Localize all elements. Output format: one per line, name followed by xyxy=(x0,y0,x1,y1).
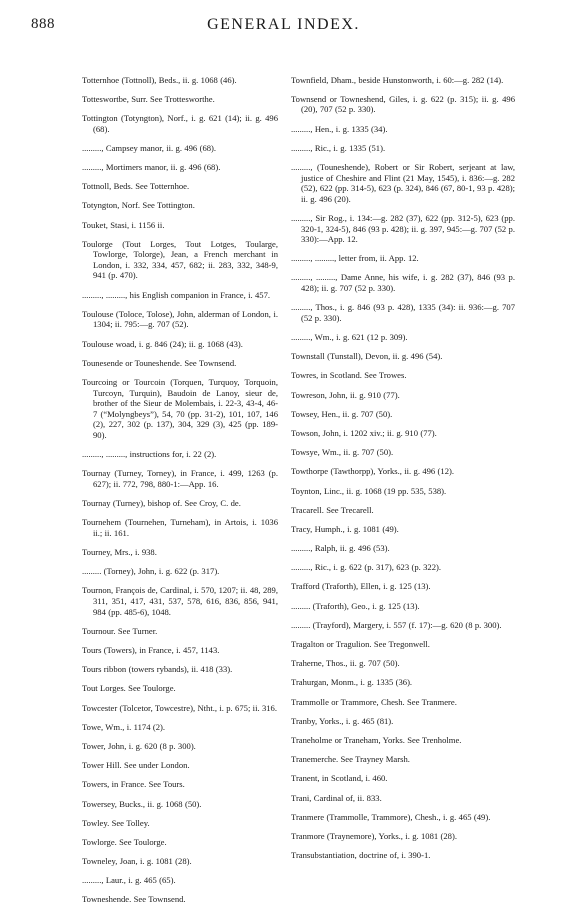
index-entry: Trammolle or Trammore, Chesh. See Tranmere. xyxy=(291,696,457,707)
index-entry: Towneley, Joan, i. g. 1081 (28). xyxy=(82,856,192,867)
index-entry: ........., ........., instructions for, i. 22 (2). xyxy=(82,449,217,460)
index-entry: ........., (Touneshende), Robert or Sir Robert, serjeant at law, justice of Cheshire and Flint (21 May, 1545), i. 836:—g. 282 (52), 622 (pp. 314-5), 623 (p. 324), 846 (67, 80-1, 93 p. 428); ii. g. 496 (20). xyxy=(291,161,515,204)
index-entry: Tourney, Mrs., i. 938. xyxy=(82,547,157,558)
index-entry: Totternhoe (Tottnoll), Beds., ii. g. 1068 (46). xyxy=(82,74,237,85)
index-column-left xyxy=(82,66,278,908)
index-entry: Tottington (Totyngton), Norf., i. g. 621 (14); ii. g. 496 (68). xyxy=(82,112,278,134)
index-entry: Towersey, Bucks., ii. g. 1068 (50). xyxy=(82,798,202,809)
index-entry: ........., Ralph, ii. g. 496 (53). xyxy=(291,543,390,554)
index-entry: ........., Campsey manor, ii. g. 496 (68). xyxy=(82,142,217,153)
index-entry: ........., Thos., i. g. 846 (93 p. 428), 1335 (34): ii. 936:—g. 707 (52 p. 330). xyxy=(291,302,515,323)
index-entry: Toulouse (Toloce, Tolose), John, alderman of London, i. 1304; ii. 795:—g. 707 (52). xyxy=(82,308,278,330)
index-entry: Towsey, Hen., ii. g. 707 (50). xyxy=(291,408,393,419)
index-entry: ........., Wm., i. g. 621 (12 p. 309). xyxy=(291,332,408,343)
index-entry: Townstall (Tunstall), Devon, ii. g. 496 (54). xyxy=(291,351,443,362)
index-entry: Tranent, in Scotland, i. 460. xyxy=(291,773,388,784)
index-entry: Tounesende or Touneshende. See Townsend. xyxy=(82,357,237,368)
index-entry: Traherne, Thos., ii. g. 707 (50). xyxy=(291,658,400,669)
index-entry: Towlorge. See Toulorge. xyxy=(82,836,167,847)
index-entry: Tower, John, i. g. 620 (8 p. 300). xyxy=(82,740,196,751)
index-entry: Towers, in France. See Tours. xyxy=(82,779,185,790)
index-entry: Townfield, Dham., beside Hunstonworth, i. 60:—g. 282 (14). xyxy=(291,74,504,85)
index-entry: Tournay (Turney), bishop of. See Croy, C. de. xyxy=(82,498,241,509)
page-title: GENERAL INDEX. xyxy=(207,16,360,33)
index-entry: ........., ........., Dame Anne, his wife, i. g. 282 (37), 846 (93 p. 428); ii. g. 707 (52 p. 330). xyxy=(291,272,515,294)
index-entry: Tours ribbon (towers rybands), ii. 418 (33). xyxy=(82,664,233,675)
index-entry: Traneholme or Traneham, Yorks. See Trenholme. xyxy=(291,734,462,745)
index-entry: ........., Ric., i. g. 1335 (51). xyxy=(291,142,386,153)
index-entry: ........., ........., his English companion in France, i. 457. xyxy=(82,289,271,300)
index-entry: ........., Sir Rog., i. 134:—g. 282 (37), 622 (pp. 312-5), 623 (pp. 320-1, 324-5), 846 (93 p. 428); ii. g. 397, 945:—g. 707 (52 p. 330):—App. 12. xyxy=(291,212,515,245)
index-entry: ........., ........., letter from, ii. App. 12. xyxy=(291,253,419,264)
index-entry: Tracarell. See Trecarell. xyxy=(291,504,374,515)
index-entry: Towley. See Tolley. xyxy=(82,817,150,828)
index-entry: Toulouse woad, i. g. 846 (24); ii. g. 1068 (43). xyxy=(82,338,243,349)
index-entry: Towthorpe (Tawthorpp), Yorks., ii. g. 496 (12). xyxy=(291,466,455,477)
page-header xyxy=(0,16,567,38)
index-entry: Townsend or Towneshend, Giles, i. g. 622 (p. 315); ii. g. 496 (20), 707 (52 p. 330). xyxy=(291,93,515,115)
index-entry: Transubstantiation, doctrine of, i. 390-1. xyxy=(291,850,431,861)
index-entry: Towcester (Tolcetor, Towcestre), Ntht., i. p. 675; ii. 316. xyxy=(82,702,277,713)
page-number: 888 xyxy=(31,16,55,32)
index-entry: Towneshende. See Townsend. xyxy=(82,894,186,905)
index-entry: Trahurgan, Monm., i. g. 1335 (36). xyxy=(291,677,413,688)
index-entry: ......... (Traforth), Geo., i. g. 125 (13). xyxy=(291,600,420,611)
index-entry: Tout Lorges. See Toulorge. xyxy=(82,683,176,694)
index-entry: Towres, in Scotland. See Trowes. xyxy=(291,370,407,381)
index-entry: Tranemerche. See Trayney Marsh. xyxy=(291,754,410,765)
index-entry: Tournay (Turney, Torney), in France, i. 499, 1263 (p. 627); ii. 772, 798, 880-1:—App. 16. xyxy=(82,468,278,489)
index-entry: Tournour. See Turner. xyxy=(82,625,158,636)
index-entry: Tragalton or Tragulion. See Tregonwell. xyxy=(291,639,430,650)
index-entry: Trani, Cardinal of, ii. 833. xyxy=(291,792,382,803)
index-entry: Tottnoll, Beds. See Totternhoe. xyxy=(82,181,190,192)
index-entry: Towson, John, i. 1202 xiv.; ii. g. 910 (77). xyxy=(291,427,437,438)
index-entry: Tranmere (Trammolle, Trammore), Chesh., i. g. 465 (49). xyxy=(291,811,491,822)
index-entry: Tours (Towers), in France, i. 457, 1143. xyxy=(82,645,220,656)
index-entry: Towreson, John, ii. g. 910 (77). xyxy=(291,389,400,400)
index-entry: Tourcoing or Tourcoin (Torquen, Turquoy, Torquoin, Turcoyn, Turquin), Baudoin de Lanoy, sieur de, brother of the Sieur de Molembais, i. 22-3, 43-4, 46-7 (“Molyngbeys”), 54, 70 (pp. 31-2), 101, 107, 146 (2), 227, 302 (p. 137), 304, 329 (3), 425 (pp. 189-90). xyxy=(82,377,278,440)
index-entry: Tournon, François de, Cardinal, i. 570, 1207; ii. 48, 289, 311, 351, 417, 431, 537, 578, 616, 836, 856, 941, 984 (pp. 485-6), 1048. xyxy=(82,585,278,617)
index-entry: Toynton, Linc., ii. g. 1068 (19 pp. 535, 538). xyxy=(291,485,447,496)
index-entry: Tranmore (Traynemore), Yorks., i. g. 1081 (28). xyxy=(291,830,457,841)
index-entry: Toulorge (Tout Lorges, Tout Lotges, Toularge, Towlorge, Tolorge), Jean, a French merchant in London, i. 332, 334, 457, 682; ii. 283, 332, 348-9, 941 (p. 470). xyxy=(82,238,278,281)
index-entry: Towsye, Wm., ii. g. 707 (50). xyxy=(291,447,394,458)
index-entry: ........., Hen., i. g. 1335 (34). xyxy=(291,123,388,134)
index-entry: Towe, Wm., i. 1174 (2). xyxy=(82,721,166,732)
index-entry: Tracy, Humph., i. g. 1081 (49). xyxy=(291,523,399,534)
index-entry: ......... (Trayford), Margery, i. 557 (f. 17):—g. 620 (8 p. 300). xyxy=(291,619,502,630)
index-entry: ........., Laur., i. g. 465 (65). xyxy=(82,875,176,886)
index-entry: Tower Hill. See under London. xyxy=(82,760,190,771)
index-entry: Touket, Stasi, i. 1156 ii. xyxy=(82,219,165,230)
index-entry: ........., Mortimers manor, ii. g. 496 (68). xyxy=(82,161,221,172)
index-entry: Tournehem (Tournehen, Turneham), in Artois, i. 1036 ii.; ii. 161. xyxy=(82,517,278,538)
index-entry: ......... (Torney), John, i. g. 622 (p. 317). xyxy=(82,566,220,577)
index-entry: Totyngton, Norf. See Tottington. xyxy=(82,200,195,211)
index-entry: Trafford (Traforth), Ellen, i. g. 125 (13). xyxy=(291,581,431,592)
index-entry: ........., Ric., i. g. 622 (p. 317), 623 (p. 322). xyxy=(291,562,442,573)
index-entry: Totteswortbe, Surr. See Trottesworthe. xyxy=(82,93,215,104)
index-column-right xyxy=(291,66,515,864)
index-entry: Tranby, Yorks., i. g. 465 (81). xyxy=(291,715,394,726)
